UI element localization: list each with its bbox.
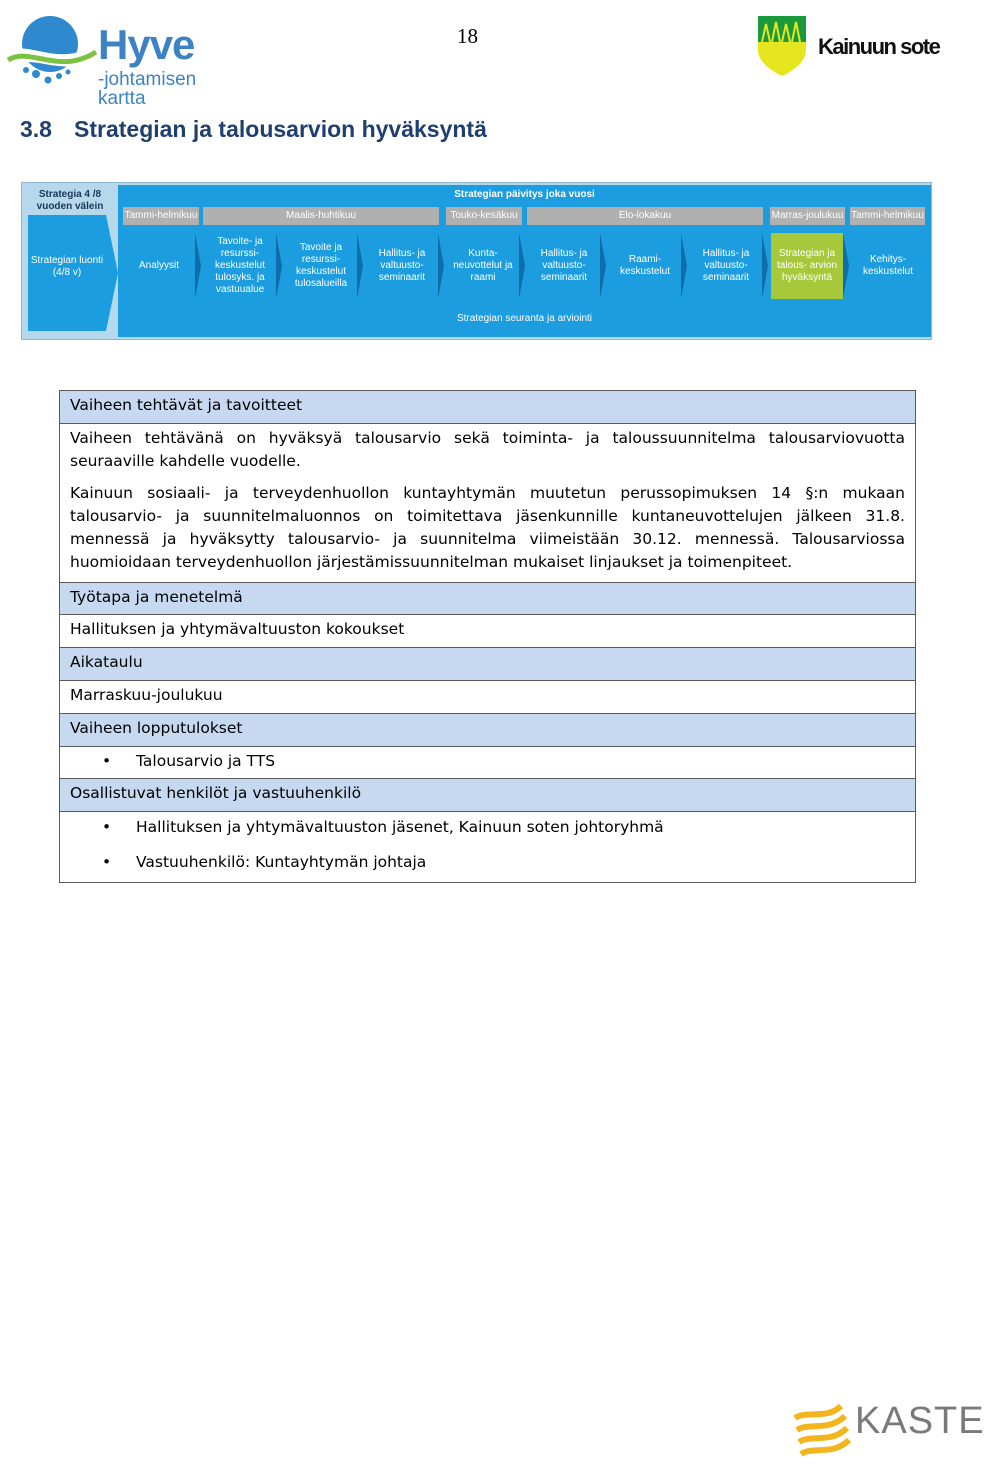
- schedule-heading-row: [60, 648, 916, 681]
- diagram-step-1-arrow: [195, 233, 201, 299]
- results-cell: [60, 746, 916, 779]
- tasks-paragraph-1: Vaiheen tehtävänä on hyväksyä talousarvio sekä toiminta- ja taloussuunnitelma talousarviovuotta seuraaville kahdelle vuodelle.: [70, 428, 905, 470]
- diagram-step-3-label: Tavoite ja resurssi- keskustelut tulosalueilla: [294, 242, 348, 289]
- diagram-step-10: [852, 233, 924, 299]
- bullet-icon: •: [102, 751, 112, 770]
- method-row: [60, 615, 916, 648]
- diagram-step-1: [123, 233, 195, 299]
- schedule-heading: Aikataulu: [60, 648, 916, 681]
- section-number: 3.8: [20, 116, 52, 142]
- results-row: [60, 746, 916, 779]
- diagram-step-6-arrow: [600, 233, 606, 299]
- method-value: Hallituksen ja yhtymävaltuuston kokoukset: [60, 615, 916, 648]
- kaste-stripes-icon: [793, 1400, 851, 1458]
- method-heading: Työtapa ja menetelmä: [60, 582, 916, 615]
- results-heading-row: [60, 713, 916, 746]
- hyve-logo: [6, 10, 246, 109]
- diagram-month-3: Touko-kesäkuu: [446, 207, 522, 225]
- tasks-cell: [60, 423, 916, 582]
- tasks-heading-row: [60, 391, 916, 424]
- list-item: [70, 750, 905, 773]
- diagram-month-5: Marras-joulukuu: [770, 207, 845, 225]
- kainuu-crest-icon: [756, 14, 808, 78]
- diagram-month-6: Tammi-helmikuu: [850, 207, 925, 225]
- bullet-icon: •: [102, 818, 112, 837]
- diagram-step-6-label: Hallitus- ja valtuusto- seminaarit: [540, 248, 588, 283]
- schedule-row: [60, 680, 916, 713]
- tasks-row: [60, 423, 916, 582]
- tasks-heading: Vaiheen tehtävät ja tavoitteet: [60, 391, 916, 424]
- people-item-1: Hallituksen ja yhtymävaltuuston jäsenet, Kainuun soten johtoryhmä: [136, 818, 664, 837]
- diagram-step-3: [285, 233, 357, 299]
- diagram-left-title: Strategia 4 /8 vuoden välein: [36, 189, 104, 212]
- diagram-step-4-label: Hallitus- ja valtuusto- seminaarit: [378, 248, 426, 283]
- diagram-step-7-label: Raami- keskustelut: [619, 254, 671, 277]
- hyve-wave-icon: [6, 10, 98, 90]
- diagram-strategy-creation-arrow: [106, 215, 118, 331]
- diagram-month-1: Tammi-helmikuu: [123, 207, 199, 225]
- hyve-logo-name: Hyve: [98, 21, 195, 68]
- people-heading-row: [60, 779, 916, 812]
- kaste-logo: [793, 1400, 985, 1458]
- diagram-step-4-arrow: [438, 233, 444, 299]
- diagram-step-9-arrow: [843, 233, 849, 299]
- section-title: Strategian ja talousarvion hyväksyntä: [74, 116, 487, 142]
- people-row: [60, 812, 916, 883]
- diagram-step-5: [447, 233, 519, 299]
- list-item: [70, 851, 905, 874]
- hyve-logo-tagline: -johtamisen kartta: [98, 69, 197, 109]
- diagram-step-3-arrow: [357, 233, 363, 299]
- schedule-value: Marraskuu-joulukuu: [60, 680, 916, 713]
- diagram-step-5-arrow: [519, 233, 525, 299]
- section-heading: [20, 116, 487, 143]
- diagram-step-4: [366, 233, 438, 299]
- people-cell: [60, 812, 916, 883]
- diagram-step-10-label: Kehitys- keskustelut: [862, 254, 914, 277]
- diagram-step-6: [528, 233, 600, 299]
- people-item-2: Vastuuhenkilö: Kuntayhtymän johtaja: [136, 852, 427, 871]
- diagram-strategy-creation-label: Strategian luonti (4/8 v): [30, 255, 104, 278]
- bullet-icon: •: [102, 852, 112, 871]
- people-heading: Osallistuvat henkilöt ja vastuuhenkilö: [60, 779, 916, 812]
- diagram-month-2: Maalis-huhtikuu: [203, 207, 439, 225]
- diagram-step-8: [690, 233, 762, 299]
- tasks-paragraph-2: Kainuun sosiaali- ja terveydenhuollon kuntayhtymän muutetun perussopimuksen 14 §:n mukaan talousarvio- ja suunnitelmaluonnos on toimitettava jäsenkunnille kuntaneuvottelujen jälkeen 31.8. mennessä ja hyväksytty talousarvio- ja suunnitelma viimeistään 30.12. mennessä. Talousarviossa huomioidaan terveydenhuollon järjestämissuunnitelman mukaiset linjaukset ja toimenpiteet.: [70, 484, 905, 571]
- strategy-process-diagram: [21, 182, 932, 340]
- diagram-step-2: [204, 233, 276, 299]
- results-heading: Vaiheen lopputulokset: [60, 713, 916, 746]
- kainuun-sote-logo-text: Kainuun sote: [818, 34, 940, 59]
- diagram-step-9-label: Strategian ja talous- arvion hyväksyntä: [776, 248, 838, 283]
- kainuun-sote-logo: [756, 14, 946, 84]
- diagram-step-2-label: Tavoite- ja resurssi- keskustelut tulosyks. ja vastuualue: [214, 236, 266, 295]
- diagram-step-7-arrow: [681, 233, 687, 299]
- kaste-logo-text: KASTE: [855, 1400, 985, 1442]
- results-item-1: Talousarvio ja TTS: [136, 751, 276, 770]
- method-heading-row: [60, 582, 916, 615]
- list-item: [70, 816, 905, 839]
- page-number: 18: [457, 24, 478, 48]
- diagram-top-title: Strategian päivitys joka vuosi: [454, 189, 595, 200]
- diagram-step-1-label: Analyysit: [138, 260, 179, 271]
- diagram-step-8-arrow: [762, 233, 768, 299]
- diagram-step-7: [609, 233, 681, 299]
- phase-table: [59, 390, 916, 883]
- diagram-month-4: Elo-lokakuu: [527, 207, 763, 225]
- diagram-step-5-label: Kunta- neuvottelut ja raami: [453, 248, 513, 283]
- diagram-monitoring-bar: Strategian seuranta ja arviointi: [124, 307, 925, 331]
- diagram-step-2-arrow: [276, 233, 282, 299]
- diagram-step-8-label: Hallitus- ja valtuusto- seminaarit: [702, 248, 750, 283]
- diagram-step-9-highlighted: [771, 233, 843, 299]
